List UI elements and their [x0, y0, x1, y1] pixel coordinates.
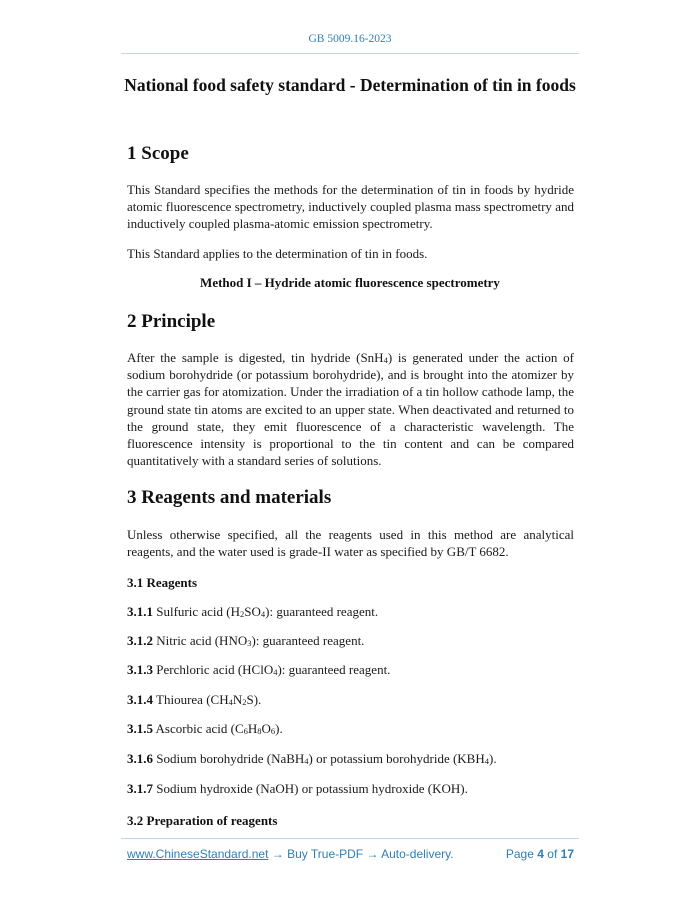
text-run: Sodium borohydride (NaBH [156, 751, 305, 766]
promo-text: → Buy True-PDF → Auto-delivery. [268, 847, 454, 861]
reagent-number: 3.1.3 [127, 662, 153, 677]
reagent-item [127, 721, 283, 737]
principle-paragraph [127, 349, 574, 469]
subsection-heading-reagents: 3.1 Reagents [127, 575, 198, 590]
section-heading-reagents: 3 Reagents and materials [127, 487, 332, 508]
scope-paragraph-1: This Standard specifies the methods for the determination of tin in foods by hydride atomic fluorescence spectrometry, inductively coupled plasma mass spectrometry and inductively coupled plasma-atomic emission spectrometry. [127, 182, 574, 232]
header-divider [121, 53, 579, 54]
text-run: ): guaranteed reagent. [277, 662, 391, 677]
text-run: ). [275, 721, 283, 736]
scope-paragraph-2: This Standard applies to the determination of tin in foods. [127, 246, 428, 261]
page-of-label: of [547, 847, 558, 861]
reagent-item [127, 633, 364, 649]
subscript: 2 [240, 609, 245, 619]
subscript: 4 [304, 756, 309, 766]
page-footer [127, 847, 574, 861]
section-heading-scope: 1 Scope [127, 143, 189, 164]
text-run: Perchloric acid (HClO [156, 662, 274, 677]
page-number [506, 847, 574, 861]
subscript: 6 [243, 726, 248, 736]
reagent-item [127, 662, 390, 678]
subscript: 4 [228, 697, 233, 707]
text-run: H [247, 721, 258, 736]
footer-divider [121, 838, 579, 839]
text-run: N [232, 692, 243, 707]
website-link[interactable]: www.ChineseStandard.net [127, 847, 269, 861]
reagent-item [127, 692, 261, 708]
text-run: SO [244, 604, 261, 619]
subsection-heading-preparation: 3.2 Preparation of reagents [127, 813, 278, 828]
text-run: ). [489, 751, 497, 766]
reagent-item [127, 781, 468, 797]
text-run: Sulfuric acid (H [156, 604, 241, 619]
text-run: After the sample is digested, tin hydride (SnH [127, 350, 384, 365]
text-run: ): guaranteed reagent. [265, 604, 379, 619]
page-current: 4 [537, 847, 544, 861]
text-run: O [261, 721, 271, 736]
subscript: 6 [270, 726, 276, 736]
subscript: 4 [260, 609, 266, 619]
section-heading-principle: 2 Principle [127, 311, 216, 332]
reagent-number: 3.1.5 [127, 721, 153, 736]
reagent-item [127, 751, 497, 767]
subscript: 4 [484, 756, 489, 766]
subscript: 4 [273, 667, 278, 677]
reagents-intro-paragraph: Unless otherwise specified, all the reagents used in this method are analytical reagents, and the water used is grade-II water as specified by GB/T 6682. [127, 527, 574, 560]
reagent-number: 3.1.7 [127, 781, 153, 796]
document-title: National food safety standard - Determination of tin in foods [124, 75, 576, 95]
text-run: Ascorbic acid (C [155, 721, 244, 736]
text-run: ) is generated under the action of sodium borohydride (or potassium borohydride), and is brought into the atomizer by the carrier gas for atomization. Under the irradiation of a tin hollow cathode lamp, the ground state tin atoms are excited to an upper state. When deactivated and returned to the ground state, they emit fluorescence of a characteristic wavelength. The fluorescence intensity is proportional to the tin content and can be compared quantitatively with a standard series of solutions. [127, 350, 574, 469]
subscript: 2 [242, 697, 247, 707]
reagent-number: 3.1.6 [127, 751, 153, 766]
page-total: 17 [560, 847, 574, 861]
reagent-number: 3.1.2 [127, 633, 153, 648]
subscript: 3 [247, 638, 252, 648]
reagent-number: 3.1.4 [127, 692, 153, 707]
text-run: ): guaranteed reagent. [251, 633, 365, 648]
page-label: Page [505, 847, 534, 861]
text-run: Sodium hydroxide (NaOH) or potassium hydroxide (KOH). [156, 781, 468, 796]
reagent-number: 3.1.1 [127, 604, 153, 619]
header-standard-code: GB 5009.16-2023 [308, 33, 392, 45]
text-run: S). [246, 692, 262, 707]
text-run: ) or potassium borohydride (KBH [308, 751, 485, 766]
subscript: 8 [257, 726, 262, 736]
subscript: 4 [383, 355, 388, 365]
method-title: Method I – Hydride atomic fluorescence spectrometry [200, 275, 500, 290]
text-run: Thiourea (CH [156, 692, 229, 707]
reagent-item [127, 604, 378, 620]
text-run: Nitric acid (HNO [156, 633, 248, 648]
